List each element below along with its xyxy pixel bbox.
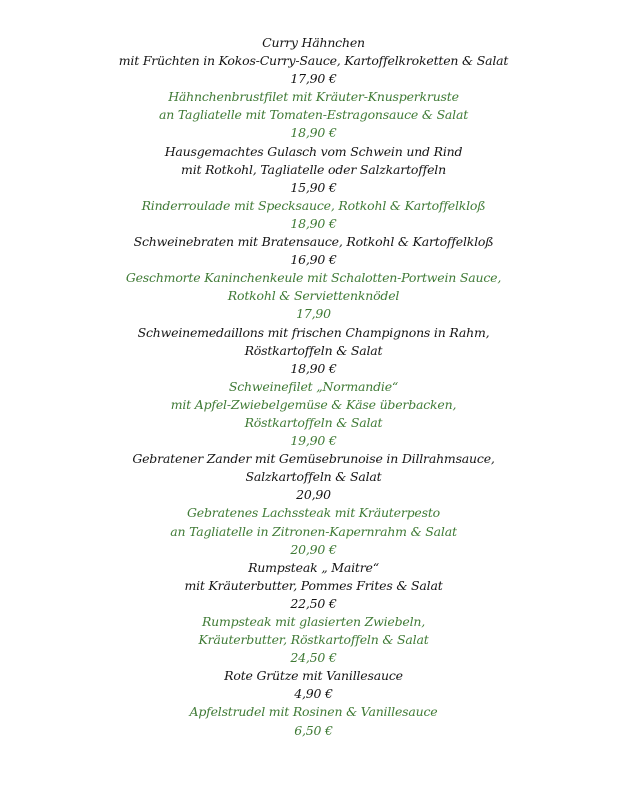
dish-description: mit Apfel-Zwiebelgemüse & Käse überbacken, (170, 396, 457, 412)
dish-price: 20,90 € (290, 541, 337, 557)
menu-item (0, 197, 627, 233)
menu-item (0, 378, 627, 450)
menu-item (0, 703, 627, 739)
dish-name: Rinderroulade mit Specksauce, Rotkohl & Kartoffelkloß (141, 197, 486, 213)
dish-price: 18,90 € (290, 360, 337, 376)
dish-name: Schweinefilet „Normandie“ (228, 378, 399, 394)
dish-description: mit Kräuterbutter, Pommes Frites & Salat (184, 577, 443, 593)
menu-item (0, 88, 627, 142)
dish-name: Hähnchenbrustfilet mit Kräuter-Knusperkruste (168, 89, 459, 105)
dish-description: an Tagliatelle mit Tomaten-Estragonsauce & Salat (158, 107, 469, 123)
dish-price: 4,90 € (294, 686, 333, 702)
dish-name: Apfelstrudel mit Rosinen & Vanillesauce (189, 704, 438, 720)
menu-item (0, 559, 627, 613)
dish-name: Gebratenes Lachssteak mit Kräuterpesto (187, 505, 440, 521)
dish-name: Rote Grütze mit Vanillesauce (224, 668, 403, 684)
menu-item (0, 613, 627, 667)
dish-name: Rumpsteak „ Maitre“ (248, 559, 379, 575)
dish-name: Gebratener Zander mit Gemüsebrunoise in Dillrahmsauce, (132, 451, 495, 467)
dish-description: Röstkartoffeln & Salat (244, 342, 383, 358)
dish-price: 17,90 (296, 306, 331, 322)
dish-description: Salzkartoffeln & Salat (245, 469, 382, 485)
menu-item (0, 233, 627, 269)
dish-price: 24,50 € (290, 650, 337, 666)
dish-price: 15,90 € (290, 179, 337, 195)
dish-description: an Tagliatelle in Zitronen-Kapernrahm & Salat (170, 523, 457, 539)
dish-price: 16,90 € (290, 252, 337, 268)
dish-price: 20,90 (296, 487, 331, 503)
menu-item (0, 269, 627, 323)
dish-name: Geschmorte Kaninchenkeule mit Schalotten-Portwein Sauce, (125, 270, 502, 286)
dish-name: Schweinemedaillons mit frischen Champignons in Rahm, (137, 324, 490, 340)
menu-item (0, 324, 627, 378)
dish-price: 19,90 € (290, 433, 337, 449)
dish-name: Hausgemachtes Gulasch vom Schwein und Rind (164, 143, 463, 159)
dish-description: Rotkohl & Serviettenknödel (227, 288, 400, 304)
dish-description: mit Früchten in Kokos-Curry-Sauce, Kartoffelkroketten & Salat (118, 53, 509, 69)
dish-price: 17,90 € (290, 71, 337, 87)
menu-item (0, 504, 627, 558)
dish-description: mit Rotkohl, Tagliatelle oder Salzkartoffeln (181, 161, 446, 177)
dish-price: 18,90 € (290, 125, 337, 141)
dish-name: Rumpsteak mit glasierten Zwiebeln, (201, 614, 426, 629)
menu-list (0, 34, 627, 740)
menu-item (0, 667, 627, 703)
menu-item (0, 34, 627, 88)
menu-item (0, 450, 627, 504)
dish-name: Schweinebraten mit Bratensauce, Rotkohl & Kartoffelkloß (133, 234, 494, 250)
dish-price: 22,50 € (290, 595, 337, 611)
menu-item (0, 143, 627, 197)
dish-price: 6,50 € (294, 722, 333, 738)
dish-price: 18,90 € (290, 215, 337, 231)
dish-description: Röstkartoffeln & Salat (244, 414, 383, 430)
dish-name: Curry Hähnchen (262, 35, 365, 50)
dish-description: Kräuterbutter, Röstkartoffeln & Salat (198, 632, 429, 648)
